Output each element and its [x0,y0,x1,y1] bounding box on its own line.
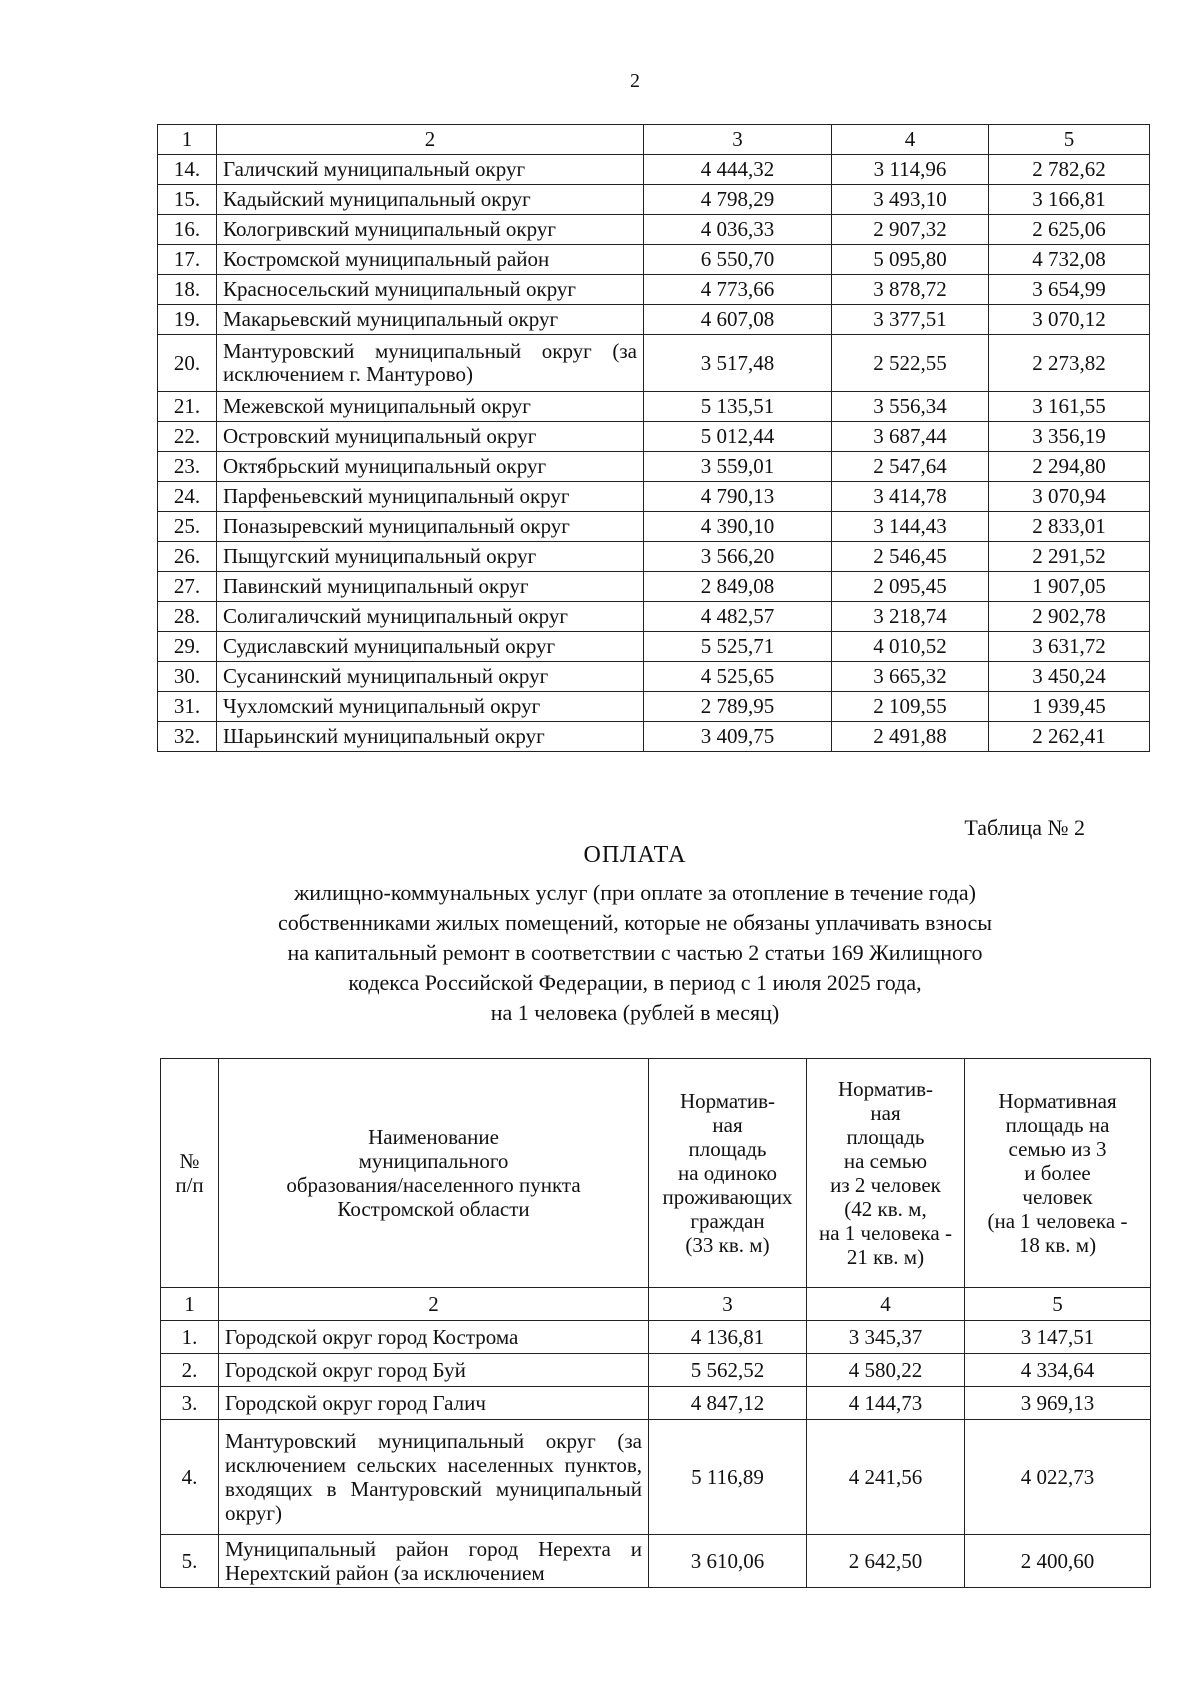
table-row [158,215,1150,245]
value-family-3: 3 166,81 [989,185,1150,215]
value-single: 4 036,33 [644,215,832,245]
value-single: 2 789,95 [644,692,832,722]
row-number: 25. [158,512,217,542]
value-family-3: 2 833,01 [989,512,1150,542]
table-2-header-row [161,1059,1151,1288]
row-number: 27. [158,572,217,602]
header-line: (42 кв. м, [844,1197,927,1221]
header-line: из 2 человек [830,1173,941,1197]
municipality-name: Поназыревский муниципальный округ [217,512,644,542]
row-number: 24. [158,482,217,512]
value-single: 3 409,75 [644,722,832,752]
column-index: 5 [965,1288,1151,1321]
municipality-name: Муниципальный район город Нерехта и Нерехтский район (за исключением [219,1535,649,1588]
row-number: 19. [158,305,217,335]
subtitle-line: на 1 человека (рублей в месяц) [490,1000,780,1025]
column-index: 2 [217,125,644,155]
header-number [161,1059,219,1288]
municipality-name: Мантуровский муниципальный округ (за исключением г. Мантурово) [217,335,644,392]
table-row [161,1354,1151,1387]
header-line: Норматив- [679,1089,776,1113]
table-row [158,722,1150,752]
header-line: 18 кв. м) [1018,1233,1097,1257]
row-number: 29. [158,632,217,662]
municipality-name: Кологривский муниципальный округ [217,215,644,245]
table-row [158,335,1150,392]
municipality-name: Городской округ город Кострома [219,1321,649,1354]
table-row [161,1387,1151,1420]
subtitle-line: кодекса Российской Федерации, в период с 1 июля 2025 года, [348,970,922,995]
municipality-name: Мантуровский муниципальный округ (за исключением сельских населенных пунктов, входящих в Мантуровский муниципальный округ) [219,1420,649,1535]
value-single: 2 849,08 [644,572,832,602]
subtitle-line: жилищно-коммунальных услуг (при оплате за отопление в течение года) [294,880,976,905]
row-number: 28. [158,602,217,632]
header-line: 21 кв. м) [846,1245,925,1269]
value-single: 5 525,71 [644,632,832,662]
row-number: 31. [158,692,217,722]
value-family-2: 3 556,34 [832,392,989,422]
value-family-3: 1 907,05 [989,572,1150,602]
table-row [158,482,1150,512]
value-family-3: 3 450,24 [989,662,1150,692]
value-single: 4 607,08 [644,305,832,335]
column-index: 4 [807,1288,965,1321]
value-family-3: 2 400,60 [965,1535,1151,1588]
municipality-name: Чухломский муниципальный округ [217,692,644,722]
value-family-2: 3 665,32 [832,662,989,692]
column-index: 2 [219,1288,649,1321]
row-number: 20. [158,335,217,392]
table-2-title: ОПЛАТА [583,842,687,868]
column-index: 4 [832,125,989,155]
value-family-3: 2 625,06 [989,215,1150,245]
value-family-2: 2 907,32 [832,215,989,245]
value-family-2: 3 878,72 [832,275,989,305]
header-line: п/п [175,1173,204,1197]
table-row [158,452,1150,482]
value-family-2: 4 010,52 [832,632,989,662]
value-single: 4 773,66 [644,275,832,305]
value-family-3: 3 356,19 [989,422,1150,452]
value-family-3: 2 294,80 [989,452,1150,482]
value-family-2: 2 491,88 [832,722,989,752]
table-row [158,662,1150,692]
table-1 [157,124,1150,752]
header-text [221,1125,646,1221]
table-row [158,245,1150,275]
value-family-3: 4 334,64 [965,1354,1151,1387]
table-2-index-row [161,1288,1151,1321]
header-line: (33 кв. м) [685,1233,770,1257]
header-line: проживающих [662,1185,793,1209]
value-family-2: 3 218,74 [832,602,989,632]
header-family-3 [965,1059,1151,1288]
value-family-3: 1 939,45 [989,692,1150,722]
value-family-2: 2 109,55 [832,692,989,722]
row-number: 14. [158,155,217,185]
municipality-name: Судиславский муниципальный округ [217,632,644,662]
value-single: 4 444,32 [644,155,832,185]
value-family-2: 2 642,50 [807,1535,965,1588]
value-family-3: 3 631,72 [989,632,1150,662]
value-family-3: 3 147,51 [965,1321,1151,1354]
value-single: 5 012,44 [644,422,832,452]
header-line: (на 1 человека - [987,1209,1128,1233]
table-row [158,512,1150,542]
value-family-2: 3 493,10 [832,185,989,215]
municipality-name: Павинский муниципальный округ [217,572,644,602]
value-single: 5 116,89 [649,1420,807,1535]
value-family-2: 2 547,64 [832,452,989,482]
value-family-3: 2 902,78 [989,602,1150,632]
table-row [158,692,1150,722]
value-family-3: 2 273,82 [989,335,1150,392]
value-single: 3 566,20 [644,542,832,572]
row-number: 17. [158,245,217,275]
value-family-2: 3 687,44 [832,422,989,452]
value-family-3: 3 654,99 [989,275,1150,305]
row-number: 26. [158,542,217,572]
page-number: 2 [630,70,640,92]
table-2-label: Таблица № 2 [964,815,1085,840]
value-single: 4 136,81 [649,1321,807,1354]
header-line: на семью [843,1149,928,1173]
row-number: 18. [158,275,217,305]
header-line: № [179,1149,200,1173]
row-number: 30. [158,662,217,692]
row-number: 1. [161,1321,219,1354]
header-line: и более [1024,1161,1091,1185]
value-family-3: 3 070,12 [989,305,1150,335]
value-family-3: 3 070,94 [989,482,1150,512]
row-number: 3. [161,1387,219,1420]
header-name [219,1059,649,1288]
value-single: 4 525,65 [644,662,832,692]
municipality-name: Октябрьский муниципальный округ [217,452,644,482]
value-single: 6 550,70 [644,245,832,275]
value-family-3: 3 969,13 [965,1387,1151,1420]
value-single: 3 517,48 [644,335,832,392]
table-row [158,542,1150,572]
value-family-3: 3 161,55 [989,392,1150,422]
municipality-name: Пыщугский муниципальный округ [217,542,644,572]
row-number: 15. [158,185,217,215]
table-row [158,602,1150,632]
table-2-subtitle [165,878,1105,1028]
municipality-name: Городской округ город Буй [219,1354,649,1387]
value-family-2: 3 144,43 [832,512,989,542]
subtitle-line: на капитальный ремонт в соответствии с частью 2 статьи 169 Жилищного [287,940,983,965]
table-row [158,572,1150,602]
table-row [158,155,1150,185]
row-number: 32. [158,722,217,752]
value-family-3: 2 782,62 [989,155,1150,185]
municipality-name: Городской округ город Галич [219,1387,649,1420]
value-single: 5 135,51 [644,392,832,422]
header-line: на 1 человека - [819,1221,952,1245]
value-family-2: 2 522,55 [832,335,989,392]
header-line: человек [1022,1185,1093,1209]
value-family-3: 2 291,52 [989,542,1150,572]
municipality-name: Кадыйский муниципальный округ [217,185,644,215]
table-row [158,392,1150,422]
value-family-2: 2 546,45 [832,542,989,572]
header-family-2 [807,1059,965,1288]
table-row [161,1321,1151,1354]
municipality-name: Костромской муниципальный район [217,245,644,275]
column-index: 3 [649,1288,807,1321]
header-text [809,1077,962,1269]
value-family-3: 2 262,41 [989,722,1150,752]
header-text [651,1089,804,1257]
value-family-3: 4 732,08 [989,245,1150,275]
value-family-2: 5 095,80 [832,245,989,275]
column-index: 1 [161,1288,219,1321]
header-line: ная [712,1113,743,1137]
value-single: 3 559,01 [644,452,832,482]
table-row [161,1420,1151,1535]
table-row [158,185,1150,215]
row-number: 21. [158,392,217,422]
header-line: семью из 3 [1008,1137,1107,1161]
header-line: площадь [846,1125,925,1149]
municipality-name: Островский муниципальный округ [217,422,644,452]
header-line: ная [870,1101,901,1125]
municipality-name: Макарьевский муниципальный округ [217,305,644,335]
value-family-3: 4 022,73 [965,1420,1151,1535]
municipality-name: Парфеньевский муниципальный округ [217,482,644,512]
header-line: Нормативная [998,1089,1117,1113]
header-line: граждан [690,1209,765,1233]
header-line: площадь [688,1137,767,1161]
value-family-2: 4 144,73 [807,1387,965,1420]
value-single: 4 847,12 [649,1387,807,1420]
value-single: 5 562,52 [649,1354,807,1387]
value-single: 3 610,06 [649,1535,807,1588]
header-text [163,1149,216,1197]
row-number: 22. [158,422,217,452]
header-line: образования/населенного пункта [286,1173,581,1197]
row-number: 5. [161,1535,219,1588]
row-number: 4. [161,1420,219,1535]
municipality-name: Шарьинский муниципальный округ [217,722,644,752]
row-number: 16. [158,215,217,245]
value-family-2: 3 114,96 [832,155,989,185]
header-single [649,1059,807,1288]
municipality-name: Сусанинский муниципальный округ [217,662,644,692]
header-line: Норматив- [837,1077,934,1101]
table-1-index-row [158,125,1150,155]
table-row [158,305,1150,335]
table-row [158,275,1150,305]
value-family-2: 4 580,22 [807,1354,965,1387]
municipality-name: Галичский муниципальный округ [217,155,644,185]
table-row [158,632,1150,662]
value-single: 4 790,13 [644,482,832,512]
value-family-2: 3 377,51 [832,305,989,335]
value-single: 4 798,29 [644,185,832,215]
header-text [967,1089,1148,1257]
value-single: 4 482,57 [644,602,832,632]
value-family-2: 2 095,45 [832,572,989,602]
municipality-name: Межевской муниципальный округ [217,392,644,422]
column-index: 1 [158,125,217,155]
row-number: 23. [158,452,217,482]
row-number: 2. [161,1354,219,1387]
header-line: муниципального [358,1149,509,1173]
header-line: на одиноко [677,1161,777,1185]
municipality-name: Солигаличский муниципальный округ [217,602,644,632]
column-index: 5 [989,125,1150,155]
value-single: 4 390,10 [644,512,832,542]
value-family-2: 3 414,78 [832,482,989,512]
header-line: Костромской области [337,1197,530,1221]
header-line: Наименование [368,1125,499,1149]
table-row [161,1535,1151,1588]
column-index: 3 [644,125,832,155]
subtitle-line: собственниками жилых помещений, которые не обязаны уплачивать взносы [277,910,993,935]
table-2 [160,1058,1151,1588]
value-family-2: 3 345,37 [807,1321,965,1354]
municipality-name: Красносельский муниципальный округ [217,275,644,305]
value-family-2: 4 241,56 [807,1420,965,1535]
table-row [158,422,1150,452]
header-line: площадь на [1005,1113,1110,1137]
